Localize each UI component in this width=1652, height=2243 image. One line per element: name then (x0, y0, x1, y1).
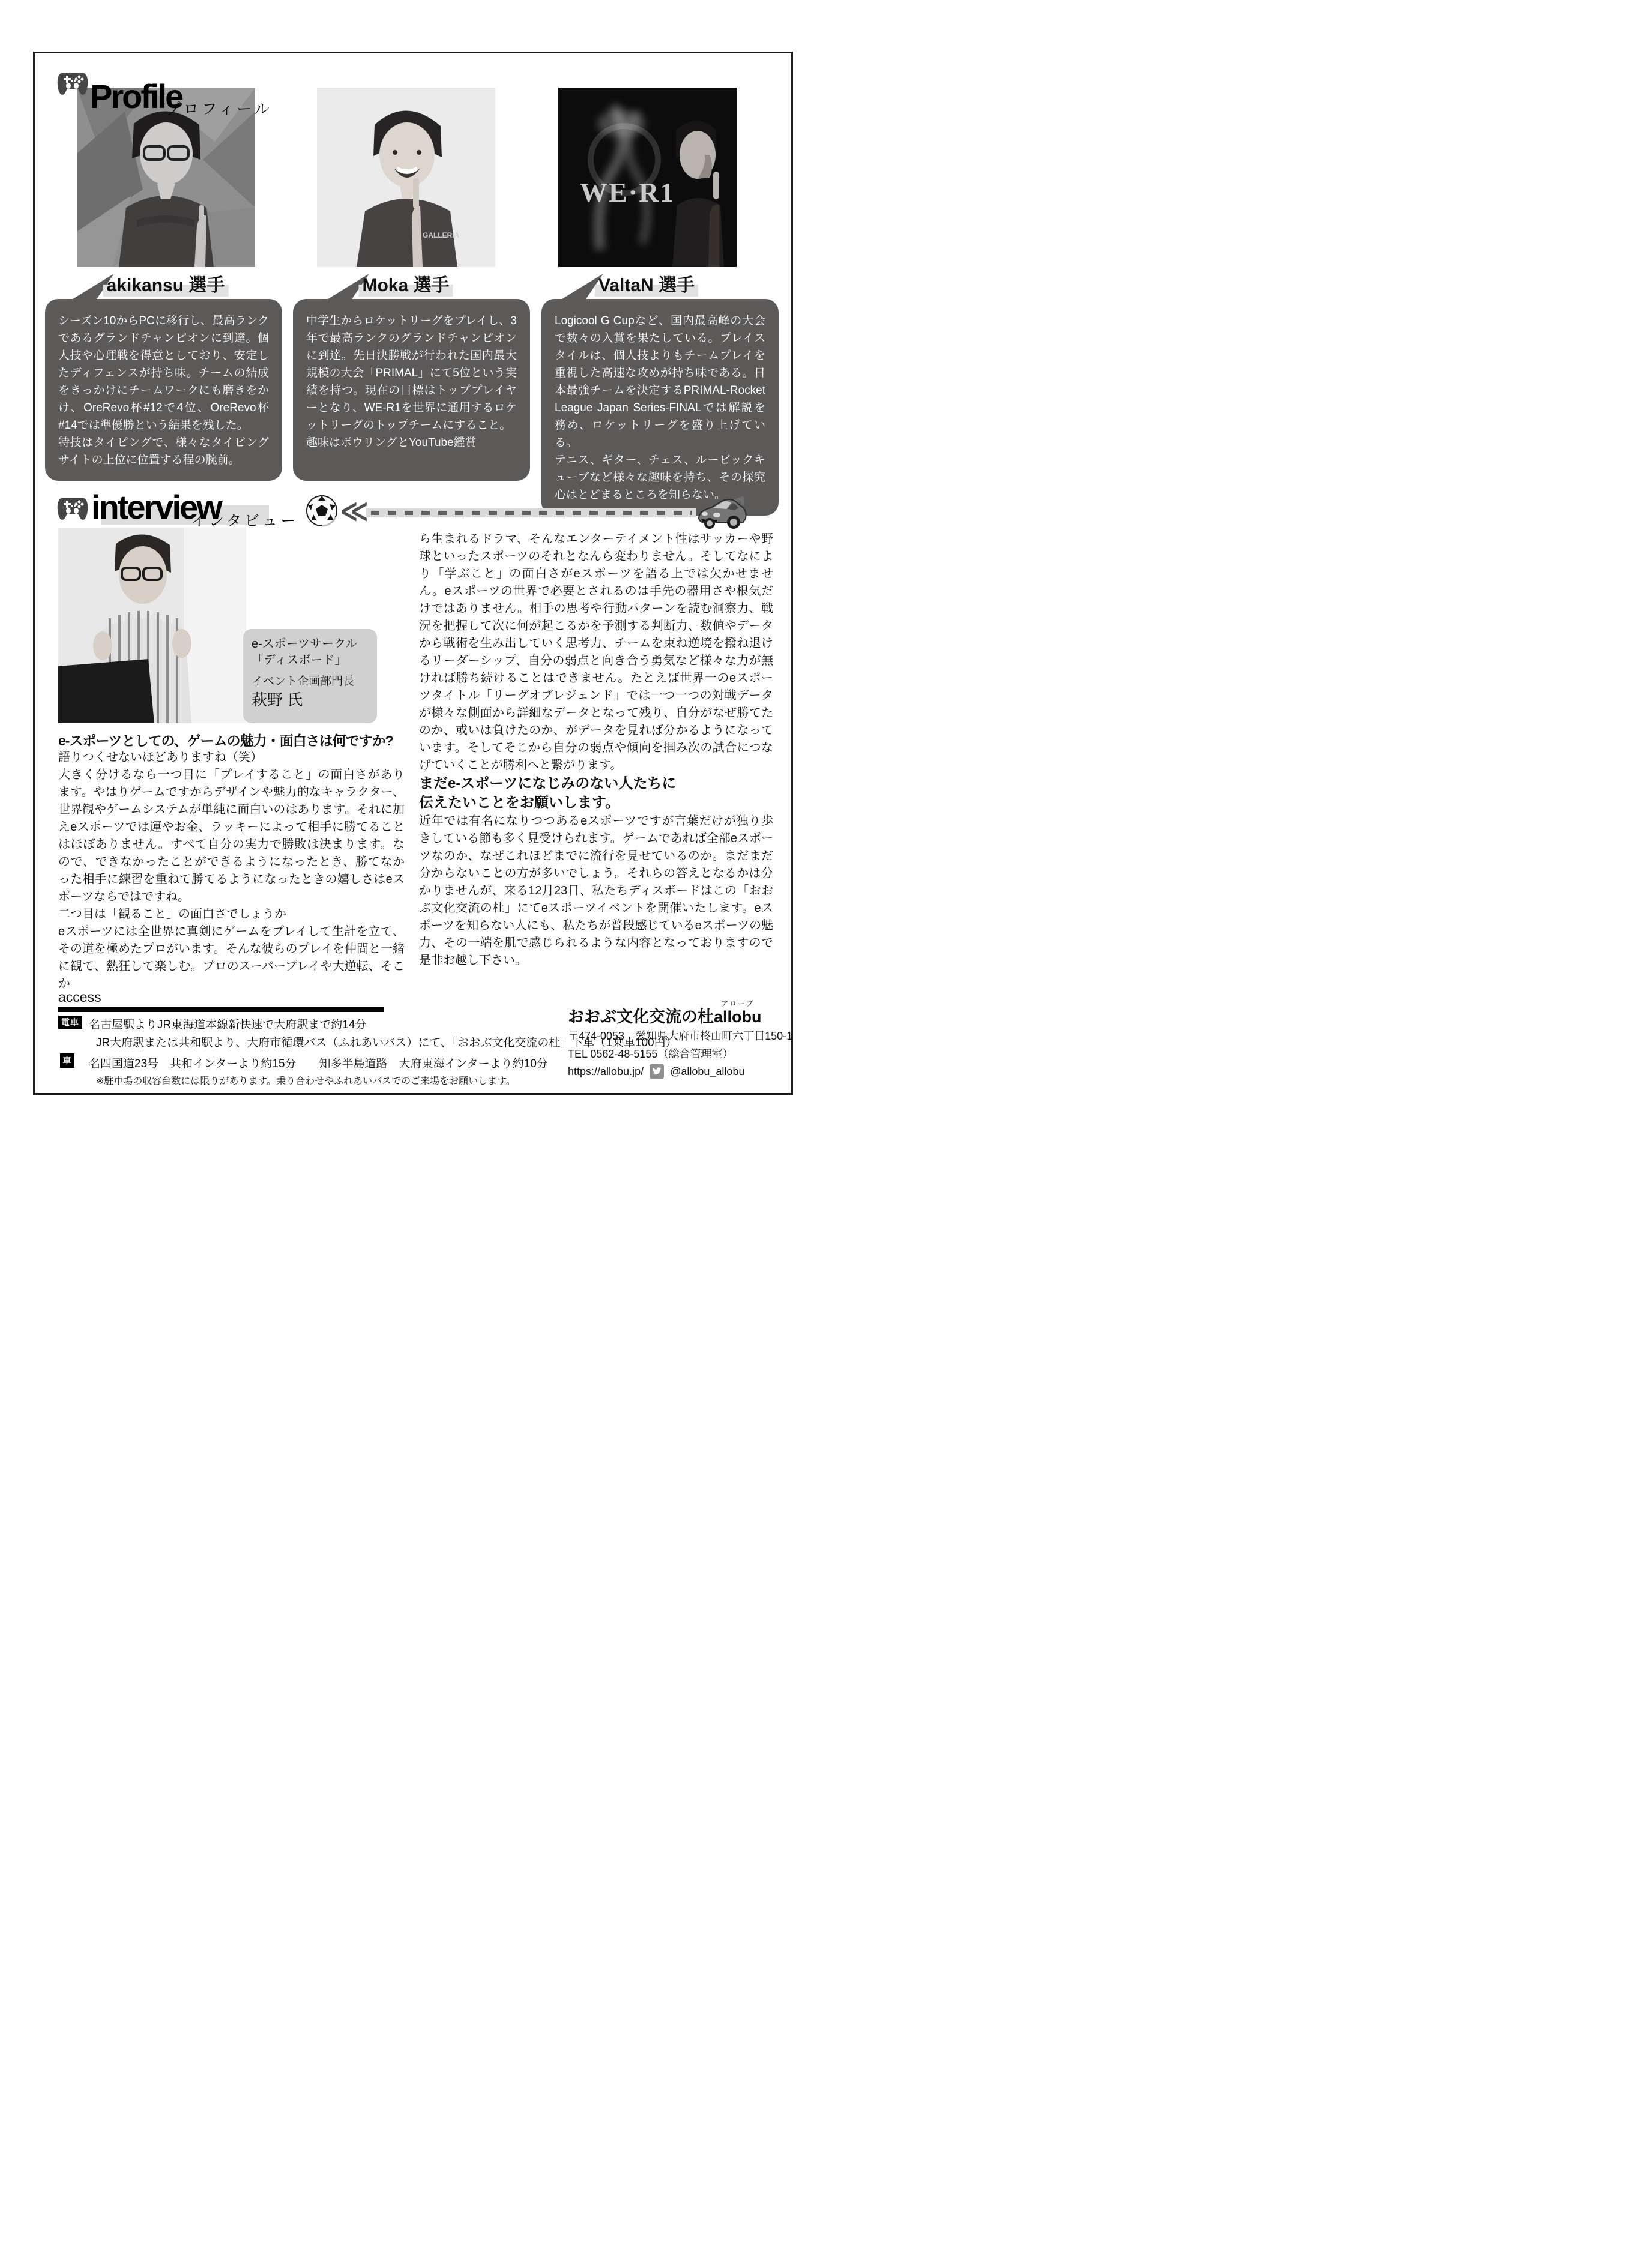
venue-twitter-handle[interactable]: @allobu_allobu (670, 1065, 745, 1077)
interviewee-circle: 「ディスボード」 (252, 654, 347, 667)
bio-paragraph: 中学生からロケットリーグをプレイし、3年で最高ランクのグランドチャンピオンに到達。先日決勝戦が行われた国内最大規模の大会「PRIMAL」にて5位という実績を持つ。現在の目標はトッププレイヤーとなり、WE-R1を世界に通用するロケットリーグのトップチームにすること。 (306, 315, 517, 432)
answer-paragraph: ら生まれるドラマ、そんなエンターテイメント性はサッカーや野球といったスポーツのそれとなんら変わりません。そしてなにより「学ぶこと」の面白さがeスポーツを語る上では欠かせません。eスポーツの世界で必要とされるのは手先の器用さや根気だけではありません。相手の思考や行動パターンを読む洞察力、戦況を把握して次に何が起こるかを予測する判断力、数値やデータから戦術を生み出していく思考力、チームを束ね逆境を撥ね退けるリーダーシップ、自分の弱点と向き合う勇気など様々な力が無ければ勝ち続けることはできません。たとえば世界一のeスポーツタイトル「リーグオブレジェンド」では一つ一つの対戦データが様々な側面から詳細なデータとなって残り、自分がなぜ勝てたのか、或いは負けたのか、がデータを見れば分かるようになっています。そしてそこから自分の弱点や傾向を掴み次の試合につなげていくことが勝利へと繋がります。 (419, 532, 773, 772)
profile-title-ja: プロフィール (166, 101, 273, 118)
player-name-akikansu: akikansu 選手 (103, 270, 229, 297)
answer-paragraph: 語りつくせないほどありますね（笑） (58, 751, 262, 764)
access-car-line1: 名四国道23号 共和インターより約15分 知多半島道路 大府東海インターより約10分 (89, 1058, 548, 1070)
car-badge: 車 (60, 1053, 74, 1068)
venue-name-jp: おおぶ文化交流の杜 (568, 1008, 714, 1026)
interview-answer-left-column (58, 749, 405, 993)
soccer-ball-icon (306, 495, 338, 530)
venue-contact-block (568, 999, 793, 1079)
interview-question-2 (419, 774, 773, 813)
gamepad-icon (56, 71, 89, 99)
question-line: 伝えたいことをお願いします。 (419, 795, 620, 811)
venue-postal-address: 〒474-0053 愛知県大府市柊山町六丁目150-1 (568, 1030, 793, 1042)
answer-paragraph: eスポーツには全世界に真剣にゲームをプレイして生計を立て、その道を極めたプロがいます。そんな彼らのプレイを仲間と一緒に観て、熱狂して楽しむ。プロのスーパープレイや大逆転、そこか (58, 925, 405, 990)
player-photo-moka (317, 88, 495, 267)
jersey-text: GALLERIA (423, 231, 460, 239)
venue-name-en: allobu (714, 1008, 762, 1026)
twitter-bird-icon[interactable] (650, 1064, 664, 1079)
access-label: access (58, 989, 101, 1005)
bio-paragraph: テニス、ギター、チェス、ルービックキューブなど様々な趣味を持ち、その探究心はとどまるところを知らない。 (555, 454, 765, 501)
bio-paragraph: シーズン10からPCに移行し、最高ランクであるグランドチャンピオンに到達。個人技や心理戦を得意としており、安定したディフェンスが持ち味。チームの結成をきっかけにチームワークにも磨きをかけ、OreRevo杯#12で4位、OreRevo杯#14では準優勝という結果を残した。 (58, 315, 269, 432)
access-train-line2: JR大府駅または共和駅より、大府市循環バス（ふれあいバス）にて、「おおぶ文化交流の杜」下車（1乗車100円） (96, 1037, 677, 1049)
profile-bubble-valtan (541, 299, 779, 516)
gamepad-icon (56, 496, 89, 524)
interviewee-photo (58, 528, 246, 723)
player-photo-valtan (558, 88, 737, 267)
chevron-left-icon: ≪ (340, 495, 369, 526)
access-divider-bar (58, 1007, 384, 1012)
answer-paragraph: 近年では有名になりつつあるeスポーツですが言葉だけが独り歩きしている節も多く見受けられます。ゲームであれば全部eスポーツなのか、なぜこれほどまでに流行を見せているのか。まだまだ分からないことの方が多いでしょう。それらの答えとなるかは分かりませんが、来る12月23日、私たちディスボードはこの「おおぶ文化交流の杜」にてeスポーツイベントを開催いたします。eスポーツを知らない人にも、私たちが普段感じているeスポーツの魅力、その一端を肌で感じられるような内容となっておりますので是非お越し下さい。 (419, 814, 773, 967)
interviewee-name: 萩野 氏 (252, 691, 303, 709)
profile-title: Profile (90, 77, 182, 115)
bio-paragraph: Logicool G Cupなど、国内最高峰の大会で数々の入賞を果たしている。プレイスタイルは、個人技よりもチームプレイを重視した高速な攻めが持ち味である。日本最強チームを決定するPRIMAL-Rocket League Japan Series-FINALでは解説を務め、ロケットリーグを盛り上げている。 (555, 315, 765, 449)
dashed-trail (366, 508, 696, 517)
interviewee-org: e-スポーツサークル (252, 637, 358, 651)
profile-bubble-akikansu (45, 299, 282, 481)
answer-paragraph: 二つ目は「観ること」の面白さでしょうか (58, 908, 286, 921)
interviewee-caption (243, 629, 377, 723)
access-train-line1: 名古屋駅よりJR東海道本線新快速で大府駅まで約14分 (89, 1019, 367, 1031)
player-name-valtan: ValtaN 選手 (595, 270, 698, 297)
access-car-note: ※駐車場の収容台数には限りがあります。乗り合わせやふれあいバスでのご来場をお願いします。 (96, 1076, 516, 1086)
photo-overlay-text: WE·R1 (580, 177, 675, 208)
question-line: まだe-スポーツになじみのない人たちに (419, 775, 677, 792)
profile-bubble-moka (293, 299, 530, 481)
interviewee-role: イベント企画部門長 (252, 675, 355, 688)
venue-name (568, 1000, 784, 1026)
bio-paragraph: 趣味はボウリングとYouTube鑑賞 (306, 436, 477, 449)
bio-paragraph: 特技はタイピングで、様々なタイピングサイトの上位に位置する程の腕前。 (58, 436, 269, 466)
interview-title-ja: インタビュー (191, 513, 299, 529)
magazine-page (0, 0, 826, 1121)
dash-pattern (371, 511, 692, 515)
venue-ruby: アローブ (721, 999, 755, 1008)
interview-question-1: e-スポーツとしての、ゲームの魅力・面白さは何ですか? (58, 733, 393, 748)
interview-answer-right-column (419, 531, 773, 969)
venue-tel: TEL 0562-48-5155（総合管理室） (568, 1048, 734, 1060)
venue-url[interactable]: https://allobu.jp/ (568, 1065, 644, 1077)
player-name-moka: Moka 選手 (358, 270, 453, 297)
sports-car-icon (696, 492, 748, 535)
answer-paragraph: 大きく分けるなら一つ目に「プレイすること」の面白さがあります。やはりゲームですからデザインや魅力的なキャラクター、世界観やゲームシステムが単純に面白いのはあります。それに加えeスポーツでは運やお金、ラッキーによって相手に勝てることはほぼありません。すべて自分の実力で勝敗は決まります。なので、できなかったことができるようになったとき、勝てなかった相手に練習を重ねて勝てるようになったときの嬉しさはeスポーツならではですね。 (58, 768, 405, 903)
train-badge: 電車 (58, 1016, 82, 1029)
interview-title: interview (91, 488, 221, 526)
